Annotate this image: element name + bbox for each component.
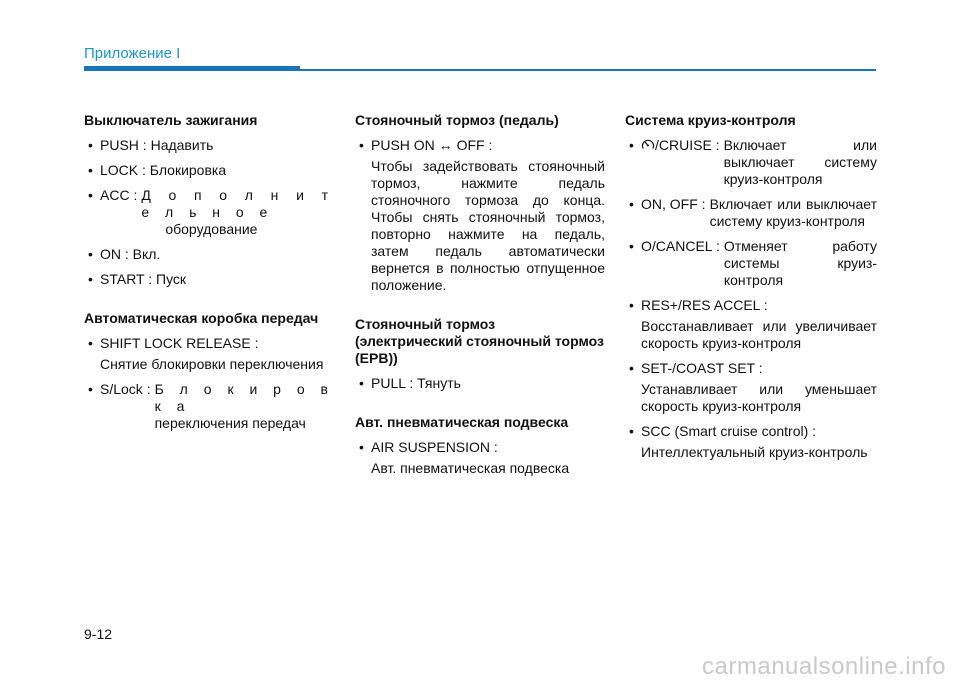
list-item: • RES+/RES ACCEL : Восстанавливает или увеличивает скорость круиз-контроля: [625, 297, 877, 352]
term-value: Д о п о л н и т е л ь н о е: [141, 187, 334, 220]
list-item: • ON, OFF : Включает или выключает систему круиз-контроля: [629, 196, 877, 229]
term-value: Пуск: [156, 271, 187, 287]
column-cruise-control: [625, 112, 877, 469]
term-value-cont: оборудование: [165, 221, 258, 237]
term-key: RES+/RES ACCEL :: [641, 297, 768, 313]
term-value: Блокировка: [149, 162, 227, 178]
term-value: Отменяет работу системы круиз-контроля: [723, 238, 877, 288]
term-key: SCC (Smart cruise control) :: [641, 423, 817, 439]
term-value: Включает или выключает систему круиз-контроля: [723, 137, 877, 187]
term-value: Вкл.: [132, 246, 161, 262]
heading-ignition-switch: Выключатель зажигания: [84, 112, 258, 128]
list-item: • /CRUISE : Включает или выключает систему круиз-контроля: [629, 137, 877, 187]
cruise-control-icon: [641, 138, 655, 152]
list-item: • START : Пуск: [88, 271, 187, 287]
term-description: Устанавливает или уменьшает скорость круиз-контроля: [641, 381, 877, 414]
column-ignition: [84, 112, 334, 440]
term-key: ACC :: [100, 187, 138, 203]
term-description: Интеллектуальный круиз-контроль: [641, 444, 868, 460]
term-value-cont: переключения передач: [154, 415, 306, 431]
page-number: 9-12: [84, 626, 113, 642]
column-parking-brake: [355, 112, 605, 485]
term-description: Авт. пневматическая подвеска: [371, 460, 570, 476]
term-key: PULL : Тянуть: [371, 375, 461, 391]
term-key: PUSH :: [100, 137, 147, 153]
heading-cruise-control: Система круиз-контроля: [625, 112, 796, 128]
term-description: Чтобы задействовать стояночный тормоз, нажмите педаль стояночного тормоза до конца. Чтобы снять стояночный тормоз, повторно нажмите на педаль, затем педаль автоматически вернется в полностью отпущенное положение.: [371, 158, 605, 293]
list-item: • LOCK : Блокировка: [88, 162, 227, 178]
term-key: S/Lock :: [100, 381, 151, 397]
list-item: • PUSH : Надавить: [88, 137, 214, 153]
term-key: ON, OFF :: [641, 196, 706, 212]
list-item: • ON : Вкл.: [88, 246, 161, 262]
heading-epb: Стояночный тормоз (электрический стояночный тормоз (EPB)): [355, 316, 604, 366]
list-item: • PULL : Тянуть: [355, 375, 605, 392]
term-key: SHIFT LOCK RELEASE :: [100, 335, 259, 351]
term-key: O/CANCEL :: [641, 238, 720, 254]
term-key: /CRUISE :: [655, 137, 720, 153]
list-item: • S/Lock : Б л о к и р о в к а переключения передач: [88, 381, 334, 431]
header-rule-thick: [84, 66, 300, 71]
heading-parking-brake-pedal: Стояночный тормоз (педаль): [355, 112, 559, 128]
term-key: LOCK :: [100, 162, 146, 178]
list-item: • SHIFT LOCK RELEASE : Снятие блокировки переключения: [84, 335, 334, 373]
term-value: Надавить: [150, 137, 214, 153]
term-description: Восстанавливает или увеличивает скорость круиз-контроля: [641, 318, 877, 351]
list-item: • ACC : Д о п о л н и т е л ь н о е оборудование: [88, 187, 334, 237]
heading-automatic-transmission: Автоматическая коробка передач: [84, 310, 319, 326]
term-key: SET-/COAST SET :: [641, 360, 763, 376]
list-item: • SCC (Smart cruise control) : Интеллектуальный круиз-контроль: [625, 423, 877, 461]
term-key: START :: [100, 271, 153, 287]
section-title: Приложение I: [84, 45, 181, 62]
list-item: • PUSH ON ↔ OFF : Чтобы задействовать стояночный тормоз, нажмите педаль стояночного тормоза до конца. Чтобы снять стояночный тормоз, повторно нажмите на педаль, затем педаль автоматически вернется в полностью отпущенное положение.: [355, 137, 605, 294]
term-value: Б л о к и р о в к а: [154, 381, 334, 414]
term-description: Снятие блокировки переключения: [100, 356, 324, 372]
header-rule-thin: [300, 69, 876, 71]
list-item: • SET-/COAST SET : Устанавливает или уменьшает скорость круиз-контроля: [625, 360, 877, 415]
list-item: • O/CANCEL : Отменяет работу системы круиз-контроля: [629, 238, 877, 288]
term-key: PUSH ON ↔ OFF :: [371, 137, 493, 153]
term-value: Включает или выключает систему круиз-контроля: [709, 196, 877, 229]
list-item: • AIR SUSPENSION : Авт. пневматическая подвеска: [355, 439, 605, 477]
term-key: AIR SUSPENSION :: [371, 439, 498, 455]
term-key: ON :: [100, 246, 129, 262]
watermark: carmanualsonline.info: [702, 653, 946, 680]
heading-air-suspension: Авт. пневматическая подвеска: [355, 414, 569, 430]
